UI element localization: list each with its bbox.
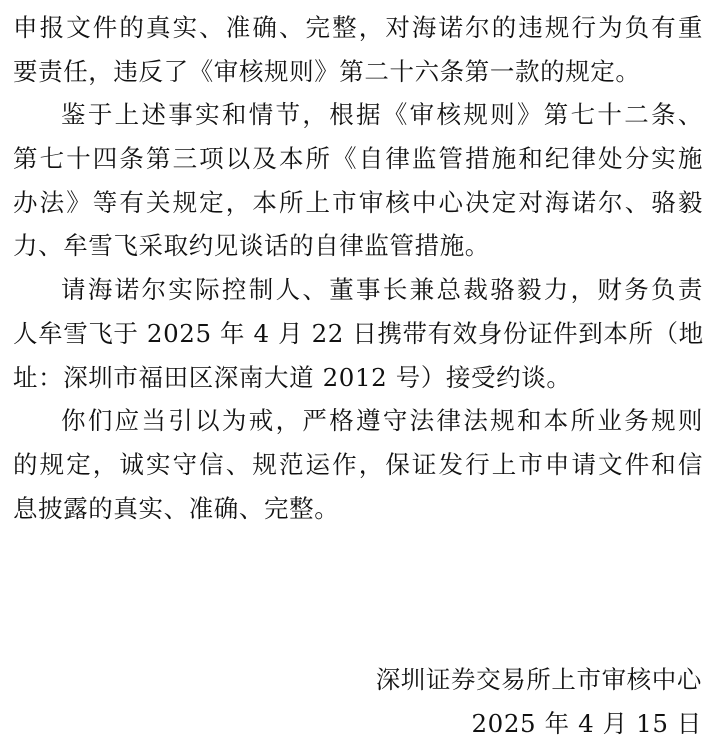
signature-date: 2025 年 4 月 15 日 [471, 709, 702, 738]
paragraph-3-line-3: 址：深圳市福田区深南大道 2012 号）接受约谈。 [13, 362, 572, 392]
paragraph-3-line-2: 人牟雪飞于 2025 年 4 月 22 日携带有效身份证件到本所（地 [13, 318, 704, 348]
paragraph-2-line-4: 力、牟雪飞采取约见谈话的自律监管措施。 [13, 231, 490, 261]
paragraph-1-line-1: 申报文件的真实、准确、完整，对海诺尔的违规行为负有重 [13, 13, 703, 42]
paragraph-4-line-3: 息披露的真实、准确、完整。 [13, 493, 340, 523]
signature-organization: 深圳证券交易所上市审核中心 [375, 665, 702, 694]
paragraph-1-line-2: 要责任，违反了《审核规则》第二十六条第一款的规定。 [13, 56, 641, 86]
document-body [13, 6, 703, 530]
paragraph-3-line-1: 请海诺尔实际控制人、董事长兼总裁骆毅力，财务负责 [61, 275, 703, 305]
paragraph-2-line-3: 办法》等有关规定，本所上市审核中心决定对海诺尔、骆毅 [13, 187, 703, 217]
paragraph-2-line-1: 鉴于上述事实和情节，根据《审核规则》第七十二条、 [61, 100, 703, 130]
paragraph-2-line-2: 第七十四条第三项以及本所《自律监管措施和纪律处分实施 [13, 144, 703, 174]
paragraph-4-line-1: 你们应当引以为戒，严格遵守法律法规和本所业务规则 [61, 406, 703, 436]
paragraph-4-line-2: 的规定，诚实守信、规范运作，保证发行上市申请文件和信 [13, 449, 703, 479]
